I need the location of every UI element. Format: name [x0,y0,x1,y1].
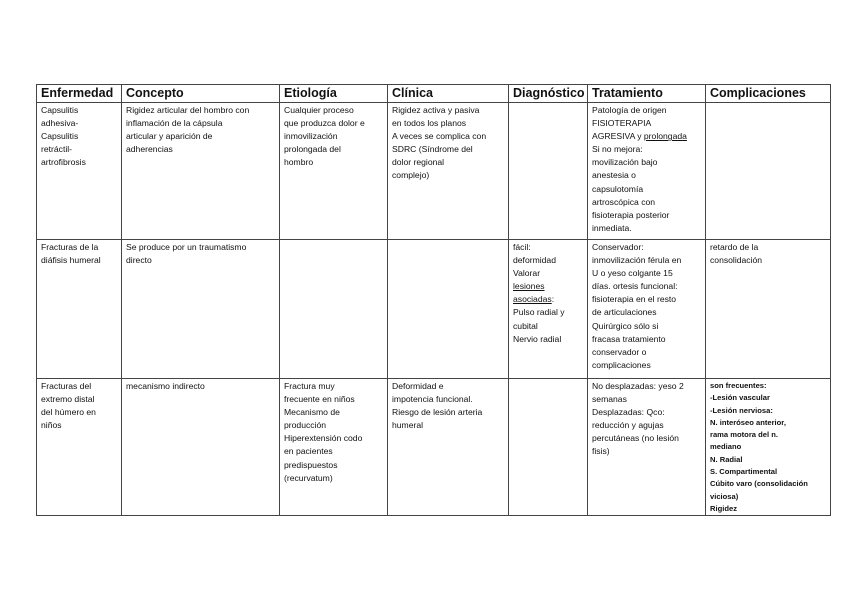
cell-line: -Lesión vascular [710,393,770,403]
cell-text: asociadas [513,294,552,305]
table-cell [388,240,509,379]
cell-text: prolongada [643,131,687,142]
cell-line: frecuente en niños [284,394,355,405]
table-cell [280,379,388,516]
cell-line: predispuestos [284,459,338,470]
table-cell [509,379,588,516]
table-cell [122,103,280,240]
table-cell [388,379,509,516]
cell-line: lesiones [513,281,545,292]
cell-line: A veces se complica con [392,131,487,142]
table-cell [509,240,588,379]
table-cell [37,103,122,240]
cell-line: N. interóseo anterior, [710,417,786,427]
cell-line: diáfisis humeral [41,255,101,266]
cell-line: mediano [710,442,742,452]
cell-line: días. ortesis funcional: [592,281,678,292]
cell-line: (recurvatum) [284,472,333,483]
cell-line: adhesiva- [41,118,79,129]
cell-line: capsulotomía [592,183,644,194]
cell-line: Fracturas de la [41,242,99,252]
cell-line: SDRC (Síndrome del [392,144,473,155]
table-cell [706,379,831,516]
table-cell [509,103,588,240]
cell-line: humeral [392,420,424,431]
cell-line: -Lesión nerviosa: [710,405,773,415]
cell-line: Desplazadas: Qco: [592,407,665,418]
cell-line: viciosa) [710,491,739,501]
cell-line: cubital [513,320,538,331]
cell-line: extremo distal [41,394,95,405]
table-cell [37,240,122,379]
cell-line: Se produce por un traumatismo [126,242,247,252]
cell-line: en pacientes [284,446,333,457]
cell-line: en todos los planos [392,118,467,129]
cell-line: Riesgo de lesión arteria [392,407,483,418]
cell-line: Patología de origen [592,105,667,115]
cell-line: Cúbito varo (consolidación [710,479,808,489]
table-cell [706,240,831,379]
cell-line: complicaciones [592,359,651,370]
table-row [37,103,831,240]
cell-line: Fractura muy [284,381,335,391]
cell-line: Rigidez activa y pasiva [392,105,480,115]
cell-line: No desplazadas: yeso 2 [592,381,684,391]
cell-line: Conservador: [592,242,644,252]
cell-line: fisioterapia en el resto [592,294,677,305]
cell-line: Cualquier proceso [284,105,354,115]
cell-line: conservador o [592,346,647,357]
table-cell [280,240,388,379]
column-header: Clínica [388,85,509,103]
cell-line: producción [284,420,327,431]
cell-line: consolidación [710,255,763,266]
cell-line: complejo) [392,170,430,181]
cell-line: fisioterapia posterior [592,209,670,220]
cell-line: inflamación de la cápsula [126,118,223,129]
table-cell [706,103,831,240]
cell-line: percutáneas (no lesión [592,433,679,444]
cell-line: retardo de la [710,242,759,252]
table-cell [588,240,706,379]
cell-line: hombro [284,157,314,168]
cell-line: inmovilización [284,131,338,142]
cell-line: rama motora del n. [710,430,778,440]
cell-line: directo [126,255,152,266]
cell-line: artrofibrosis [41,157,86,168]
table-cell [588,103,706,240]
cell-line: prolongada del [284,144,341,155]
cell-line: Mecanismo de [284,407,340,418]
table-row [37,379,831,516]
cell-text: AGRESIVA y [592,131,644,142]
table-body [37,103,831,516]
cell-line: Fracturas del [41,381,92,391]
table-cell [588,379,706,516]
column-header: Complicaciones [706,85,831,103]
cell-line: movilización bajo [592,157,658,168]
cell-line: deformidad [513,255,556,266]
cell-line: del húmero en [41,407,96,418]
cell-line: FISIOTERAPIA [592,118,652,129]
cell-line [513,293,583,306]
cell-line: adherencias [126,144,173,155]
cell-line: Valorar [513,268,541,279]
cell-line: fracasa tratamiento [592,333,666,344]
cell-line: impotencia funcional. [392,394,473,405]
cell-text: : [551,294,555,305]
cell-line: inmediata. [592,222,632,233]
cell-line: Capsulitis [41,105,79,115]
cell-line: artroscópica con [592,196,656,207]
cell-line: N. Radial [710,454,743,464]
cell-line: que produzca dolor e [284,118,365,129]
cell-line: Rigidez articular del hombro con [126,105,250,115]
cell-line: fisis) [592,446,610,457]
column-header: Etiología [280,85,388,103]
table-cell [280,103,388,240]
table-cell [122,379,280,516]
cell-line: niños [41,420,62,431]
column-header: Enfermedad [37,85,122,103]
cell-line: de articulaciones [592,307,657,318]
cell-line: fácil: [513,242,531,252]
cell-line: S. Compartimental [710,467,778,477]
table-cell [388,103,509,240]
cell-line: Pulso radial y [513,307,565,318]
cell-line: retráctil- [41,144,73,155]
cell-line [592,130,701,143]
cell-line: dolor regional [392,157,445,168]
column-header: Tratamiento [588,85,706,103]
cell-line: Hiperextensión codo [284,433,363,444]
cell-line: Nervio radial [513,333,562,344]
cell-line: Deformidad e [392,381,444,391]
cell-line: articular y aparición de [126,131,213,142]
cell-line: semanas [592,394,627,405]
table-header-row [37,85,831,103]
column-header: Diagnóstico [509,85,588,103]
cell-line: mecanismo indirecto [126,381,205,391]
column-header: Concepto [122,85,280,103]
cell-line: Capsulitis [41,131,79,142]
cell-line: son frecuentes: [710,381,767,390]
table-row [37,240,831,379]
medical-table [36,84,831,516]
cell-line: U o yeso colgante 15 [592,268,673,279]
table-cell [122,240,280,379]
cell-line: Rigidez [710,503,738,513]
cell-line: Quirúrgico sólo si [592,320,659,331]
cell-line: reducción y agujas [592,420,664,431]
cell-line: Si no mejora: [592,144,643,155]
table-cell [37,379,122,516]
cell-line: anestesia o [592,170,636,181]
cell-line: inmovilización férula en [592,255,682,266]
